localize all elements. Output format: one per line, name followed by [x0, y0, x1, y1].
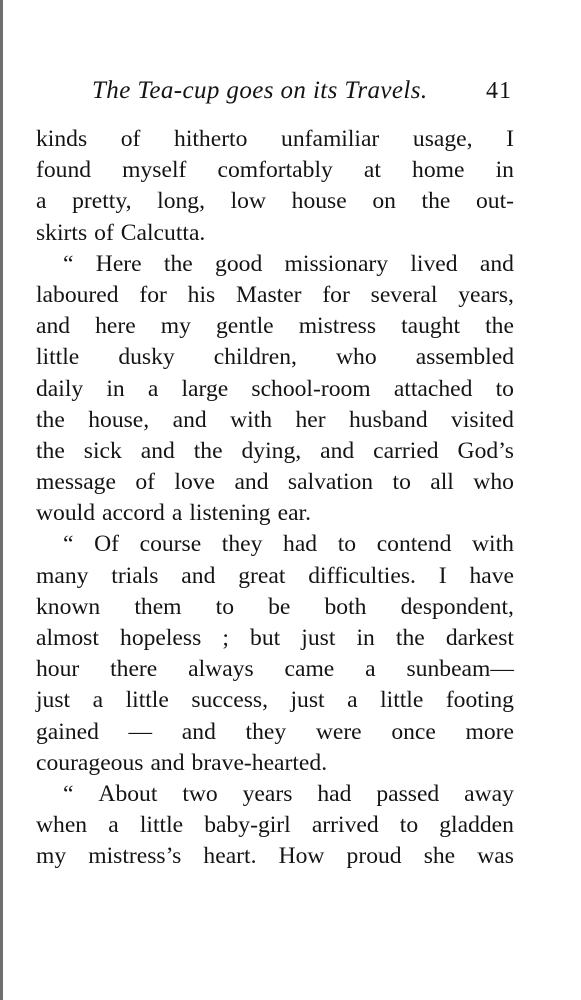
word: and: [234, 469, 269, 496]
running-title: The Tea-cup goes on its Travels.: [92, 77, 428, 104]
word: and: [172, 406, 207, 433]
word: with: [471, 531, 514, 558]
word: hopeless: [120, 625, 202, 651]
word: school-room: [251, 375, 371, 402]
text-line: [36, 155, 514, 186]
word: accord: [101, 500, 165, 527]
word: unfamiliar: [281, 126, 380, 152]
word: assembled: [415, 344, 514, 371]
word: difficulties.: [308, 562, 416, 589]
word: the: [193, 437, 223, 464]
running-head: [0, 76, 581, 110]
word: “: [63, 780, 74, 807]
word: a: [171, 500, 183, 527]
word: almost: [36, 625, 99, 651]
word: two: [182, 780, 218, 807]
word: little: [139, 812, 184, 839]
word: attached: [393, 375, 473, 402]
word: my: [36, 843, 67, 870]
word: of: [94, 219, 114, 246]
text-line: [36, 623, 514, 654]
word: ;: [222, 625, 229, 651]
word: years,: [458, 281, 514, 308]
text-line: [36, 218, 514, 249]
word: house,: [88, 406, 150, 433]
text-line: [36, 654, 514, 685]
text-line: [36, 529, 514, 560]
word: out-: [475, 188, 514, 215]
word: salvation: [287, 469, 374, 496]
word: be: [268, 593, 291, 620]
word: to: [399, 812, 419, 839]
text-line: [36, 685, 514, 716]
word: brave-hearted.: [191, 749, 328, 776]
word: proud: [346, 843, 402, 870]
word: many: [36, 562, 89, 589]
text-line: [36, 841, 514, 872]
word: ear.: [277, 500, 312, 527]
word: “: [63, 531, 74, 558]
word: a: [365, 656, 376, 683]
word: listening: [189, 500, 271, 527]
word: were: [315, 718, 362, 745]
word: had: [283, 531, 318, 558]
word: just: [36, 687, 71, 714]
word: baby-girl: [204, 812, 291, 839]
word: would: [36, 500, 95, 527]
word: years: [242, 780, 293, 807]
word: despondent,: [400, 593, 514, 620]
word: myself: [122, 157, 187, 184]
word: just: [301, 625, 336, 651]
word: and: [150, 749, 185, 776]
text-line: [36, 249, 514, 280]
word: and: [36, 313, 71, 340]
word: good: [215, 250, 263, 277]
word: the: [485, 313, 514, 340]
word: have: [469, 562, 514, 589]
word: message: [36, 469, 116, 496]
word: had: [317, 780, 352, 807]
text-line: [36, 592, 514, 623]
page-number: 41: [486, 78, 512, 104]
word: and: [140, 437, 175, 464]
word: —: [128, 718, 153, 745]
word: arrived: [311, 812, 379, 839]
word: dusky: [118, 344, 175, 371]
word: husband: [348, 406, 428, 433]
word: long,: [157, 188, 205, 215]
word: and: [320, 437, 355, 464]
word: course: [139, 531, 202, 558]
text-line: [36, 436, 514, 467]
word: a: [36, 188, 47, 215]
word: the: [163, 250, 193, 277]
word: when: [36, 812, 88, 839]
word: darkest: [445, 625, 514, 651]
word: more: [465, 718, 514, 745]
word: of: [135, 469, 155, 496]
word: to: [392, 469, 411, 496]
word: How: [278, 843, 325, 870]
word: laboured: [36, 281, 119, 308]
word: both: [324, 593, 367, 620]
word: footing: [445, 687, 514, 714]
text-line: [36, 810, 514, 841]
word: for: [322, 281, 350, 308]
word: came: [284, 656, 335, 683]
word: comfortably: [217, 157, 333, 184]
text-line: [36, 311, 514, 342]
word: Here: [95, 250, 142, 277]
word: for: [139, 281, 167, 308]
word: and: [181, 562, 216, 589]
word: once: [391, 718, 436, 745]
word: children,: [213, 344, 297, 371]
word: gained: [36, 718, 99, 745]
word: daily: [36, 375, 84, 402]
word: who: [473, 469, 514, 496]
word: a: [147, 375, 159, 402]
word: his: [187, 281, 216, 308]
word: them: [134, 593, 182, 620]
word: always: [188, 656, 254, 683]
word: my: [160, 313, 191, 340]
word: courageous: [36, 749, 144, 776]
word: they: [221, 531, 263, 558]
word: God’s: [457, 437, 514, 464]
word: found: [36, 157, 92, 184]
word: was: [477, 843, 514, 870]
word: house: [291, 188, 347, 215]
word: gentle: [215, 313, 274, 340]
word: just: [290, 687, 325, 714]
word: to: [215, 593, 234, 620]
word: contend: [376, 531, 452, 558]
text-line: [36, 280, 514, 311]
word: passed: [376, 780, 440, 807]
word: gladden: [439, 812, 514, 839]
word: visited: [451, 406, 514, 433]
text-line: [36, 374, 514, 405]
word: but: [250, 625, 281, 651]
text-line: [36, 717, 514, 748]
word: a: [108, 812, 119, 839]
word: several: [370, 281, 438, 308]
word: hour: [36, 656, 80, 683]
word: the: [395, 625, 425, 651]
word: large: [181, 375, 229, 402]
word: lived: [410, 250, 458, 277]
text-line: [36, 467, 514, 498]
word: away: [464, 780, 514, 807]
word: success,: [191, 687, 268, 714]
word: a: [347, 687, 358, 714]
word: great: [238, 562, 286, 589]
word: Of: [94, 531, 119, 558]
word: the: [421, 188, 451, 215]
word: usage,: [412, 126, 473, 152]
text-line: [36, 498, 514, 529]
word: low: [230, 188, 267, 215]
word: and: [479, 250, 514, 277]
word: carried: [373, 437, 439, 464]
word: in: [106, 375, 125, 402]
word: in: [356, 625, 375, 651]
word: mistress: [298, 313, 377, 340]
word: dying,: [241, 437, 302, 464]
word: heart.: [203, 843, 257, 870]
word: on: [372, 188, 396, 215]
text-line: [36, 779, 514, 810]
word: “: [63, 250, 74, 277]
text-line: [36, 124, 514, 155]
word: at: [363, 157, 381, 184]
word: mistress’s: [88, 843, 182, 870]
word: little: [125, 687, 169, 714]
word: skirts: [36, 219, 88, 246]
text-line: [36, 561, 514, 592]
word: sick: [83, 437, 122, 464]
word: kinds: [36, 126, 88, 152]
word: I: [506, 126, 514, 152]
word: Master: [236, 281, 302, 308]
word: there: [110, 656, 158, 683]
word: sunbeam—: [406, 656, 514, 683]
text-line: [36, 405, 514, 436]
word: who: [336, 344, 377, 371]
word: I: [438, 562, 447, 589]
word: in: [495, 157, 514, 184]
word: little: [36, 344, 80, 371]
word: Calcutta.: [120, 219, 206, 246]
word: here: [95, 313, 136, 340]
text-line: [36, 748, 514, 779]
word: to: [337, 531, 357, 558]
word: a: [92, 687, 104, 714]
word: and: [181, 718, 216, 745]
word: taught: [401, 313, 461, 340]
word: hitherto: [174, 126, 248, 152]
word: missionary: [284, 250, 389, 277]
body-text: [36, 124, 514, 873]
word: of: [120, 126, 141, 152]
page-edge: [0, 0, 3, 1000]
word: little: [380, 687, 424, 714]
word: home: [412, 157, 465, 184]
word: love: [174, 469, 216, 496]
word: she: [423, 843, 456, 870]
word: About: [98, 780, 158, 807]
word: pretty,: [72, 188, 132, 215]
text-line: [36, 186, 514, 217]
word: her: [295, 406, 326, 433]
word: to: [495, 375, 514, 402]
word: they: [245, 718, 287, 745]
word: trials: [111, 562, 159, 589]
word: known: [36, 593, 101, 620]
word: the: [36, 406, 65, 433]
word: with: [230, 406, 273, 433]
text-line: [36, 342, 514, 373]
word: all: [430, 469, 454, 496]
word: the: [36, 437, 65, 464]
